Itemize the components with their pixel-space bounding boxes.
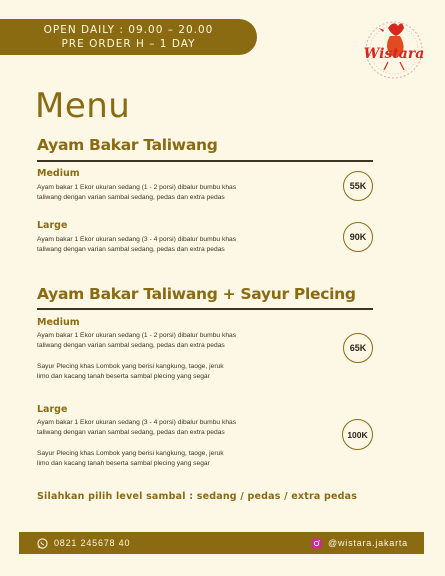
size-label-medium: Medium [37,168,80,179]
opening-hours-banner [0,19,257,55]
size-label-large: Large [37,404,68,415]
size-label-medium: Medium [37,317,80,328]
item-description: Ayam bakar 1 Ekor ukuran sedang (1 - 2 porsi) dibalur bumbu khas taliwang dengan varian sambal sedang, pedas dan extra pedas [37,332,237,349]
section-title-ayam-bakar-plecing: Ayam Bakar Taliwang + Sayur Plecing [37,285,356,303]
instagram-icon [311,538,322,549]
whatsapp-icon [37,538,48,549]
menu-title: Menu [35,86,131,126]
price-badge: 65K [343,333,373,363]
sambal-level-note: Silahkan pilih level sambal : sedang / pedas / extra pedas [37,491,358,502]
price-badge: 90K [343,222,373,252]
preorder-line: PRE ORDER H – 1 DAY [61,38,196,50]
item-extra-description: Sayur Plecing khas Lombok yang berisi kangkung, taoge, jeruk limo dan kacang tanah beserta sambal plecing yang segar [37,363,224,380]
section-divider [37,160,373,162]
item-extra-description: Sayur Plecing khas Lombok yang berisi kangkung, taoge, jeruk limo dan kacang tanah beserta sambal plecing yang segar [37,450,224,467]
logo-wordmark: Wistara [363,46,425,62]
instagram-handle: @wistara.jakarta [328,538,408,548]
hours-line: OPEN DAILY : 09.00 – 20.00 [43,24,214,36]
phone-number: 0821 245678 40 [54,538,131,548]
section-divider [37,308,373,310]
item-description: Ayam bakar 1 Ekor ukuran sedang (3 - 4 porsi) dibalur bumbu khas taliwang dengan varian sambal sedang, pedas dan extra pedas [37,236,237,253]
section-title-ayam-bakar-taliwang: Ayam Bakar Taliwang [37,136,218,154]
price-badge: 55K [343,171,373,201]
price-badge: 100K [342,419,373,450]
wistara-logo [358,12,430,84]
contact-footer [19,532,424,554]
phone-contact[interactable] [37,538,130,549]
item-description: Ayam bakar 1 Ekor ukuran sedang (1 - 2 porsi) dibalur bumbu khas taliwang dengan varian sambal sedang, pedas dan extra pedas [37,184,237,201]
instagram-contact[interactable] [311,538,408,549]
item-description: Ayam bakar 1 Ekor ukuran sedang (3 - 4 porsi) dibalur bumbu khas taliwang dengan varian sambal sedang, pedas dan extra pedas [37,419,237,436]
size-label-large: Large [37,220,68,231]
